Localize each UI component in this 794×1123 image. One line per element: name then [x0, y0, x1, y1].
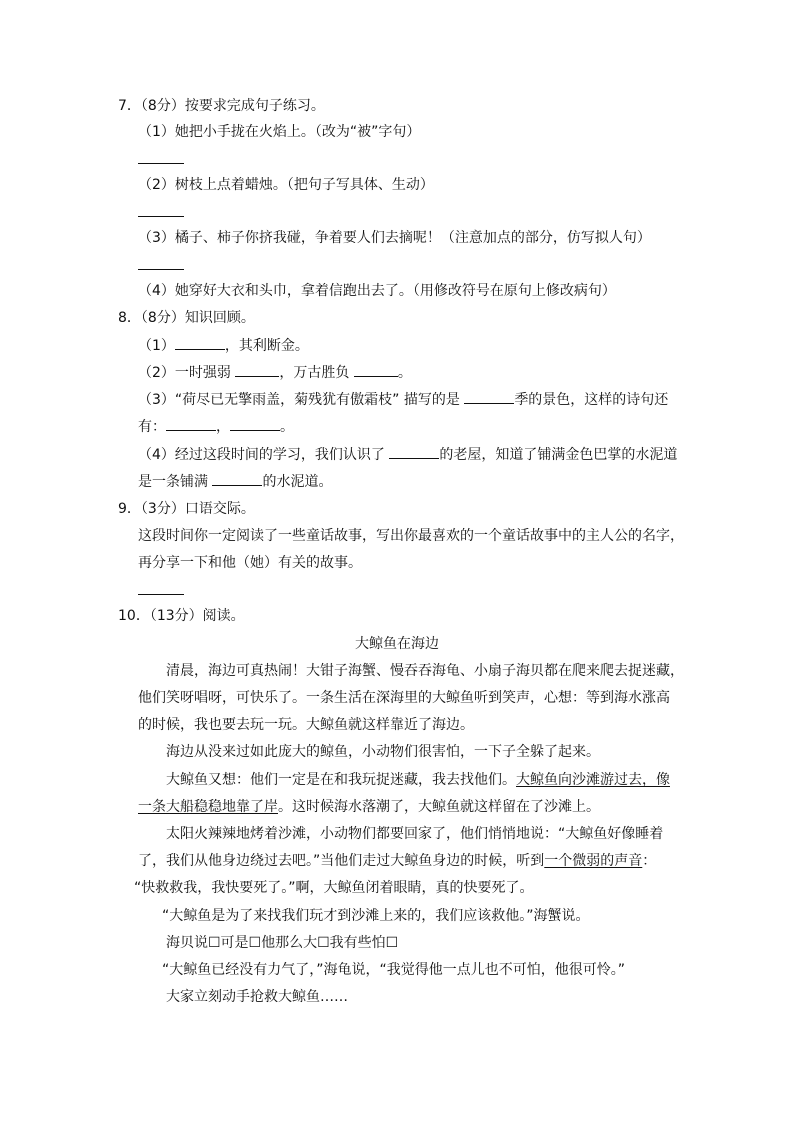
q10-heading: 10．（13分）阅读。 — [118, 608, 245, 624]
q7-sentence-1: （1）她把小手拢在火焰上。（改为“被”字句） — [138, 124, 421, 140]
passage-p4-line-1: 太阳火辣辣地烤着沙滩，小动物们都要回家了，他们悄悄地说：“大鲸鱼好像睡着 — [166, 826, 664, 842]
passage-p5: “大鲸鱼是为了来找我们玩才到沙滩上来的，我们应该救他。”海蟹说。 — [162, 908, 590, 924]
passage-p1-line-2: 他们笑呀唱呀，可快乐了。一条生活在深海里的大鲸鱼听到笑声，心想：等到海水涨高 — [138, 690, 670, 706]
q8-blank-2[interactable] — [235, 362, 279, 377]
q8-blank-6[interactable] — [230, 416, 280, 431]
q8-item-3-cont-prefix: 有： — [138, 419, 166, 435]
passage-p4-colon: ： — [642, 853, 657, 869]
passage-p2: 海边从没来过如此庞大的鲸鱼，小动物们很害怕，一下子全躲了起来。 — [166, 744, 600, 760]
q8-blank-3[interactable] — [354, 362, 398, 377]
q8-item-1 — [138, 335, 309, 356]
q8-item-1-suffix: ，其利断金。 — [224, 338, 309, 354]
passage-p3-text: 大鲸鱼又想：他们一定是在和我玩捉迷藏，我去找他们。 — [166, 772, 516, 788]
q7-answer-blank-2[interactable] — [138, 216, 184, 217]
q9-prompt-line-1: 这段时间你一定阅读了一些童话故事，写出你最喜欢的一个童话故事中的主人公的名字， — [138, 528, 684, 544]
q8-blank-4[interactable] — [464, 389, 514, 404]
q9-prompt-line-2: 再分享一下和他（她）有关的故事。 — [138, 555, 362, 571]
passage-p3-line-2 — [138, 797, 600, 817]
passage-p4-line-2 — [138, 851, 656, 871]
q7-answer-blank-1[interactable] — [138, 163, 184, 164]
q8-item-3-prefix: （3）“荷尽已无擎雨盖，菊残犹有傲霜枝” 描写的是 — [138, 392, 465, 408]
q8-item-3-cont — [138, 416, 294, 437]
passage-p3-line-1 — [166, 770, 670, 790]
q8-item-3-suffix: 季的景色，这样的诗句还 — [514, 392, 669, 408]
q8-item-2 — [138, 362, 412, 383]
q8-item-3-end: 。 — [280, 419, 294, 435]
passage-p8: 大家立刻动手抢救大鲸鱼…… — [166, 989, 348, 1005]
q8-item-2-end: 。 — [397, 365, 412, 381]
q8-blank-7[interactable] — [389, 444, 439, 459]
passage-p1-line-1: 清晨，海边可真热闹！大钳子海蟹、慢吞吞海龟、小扇子海贝都在爬来爬去捉迷藏， — [166, 663, 684, 679]
q7-heading: 7．（8分）按要求完成句子练习。 — [118, 98, 325, 114]
q8-item-3-comma: ， — [216, 419, 230, 435]
q8-item-3 — [138, 389, 668, 410]
q9-answer-blank[interactable] — [138, 594, 184, 595]
q7-answer-blank-3[interactable] — [138, 269, 184, 270]
q8-item-4-cont-suffix: 的水泥道。 — [262, 474, 333, 490]
passage-p1-line-3: 的时候，我也要去玩一玩。大鲸鱼就这样靠近了海边。 — [138, 717, 474, 733]
q8-item-1-prefix: （1） — [138, 338, 175, 354]
passage-p4-underlined: 一个微弱的声音 — [544, 853, 643, 869]
passage-p7: “大鲸鱼已经没有力气了，”海龟说，“我觉得他一点儿也不可怕，他很可怜。” — [162, 962, 626, 978]
q8-item-4-cont — [138, 471, 332, 492]
passage-p3-underlined-cont: 一条大船稳稳地靠了岸 — [138, 799, 278, 815]
q8-blank-1[interactable] — [175, 335, 225, 350]
q8-item-2-prefix: （2）一时强弱 — [138, 365, 236, 381]
passage-p4-line-3: “快救救我，我快要死了。”啊，大鲸鱼闭着眼睛，真的快要死了。 — [134, 880, 534, 896]
q8-heading: 8．（8分）知识回顾。 — [118, 310, 255, 326]
q8-item-4-prefix: （4）经过这段时间的学习，我们认识了 — [138, 447, 390, 463]
q7-sentence-4: （4）她穿好大衣和头巾，拿着信跑出去了。（用修改符号在原句上修改病句） — [138, 283, 616, 299]
q8-item-2-mid: ，万古胜负 — [279, 365, 354, 381]
q8-item-4-suffix: 的老屋，知道了铺满金色巴掌的水泥道 — [439, 447, 678, 463]
passage-p4-text: 了，我们从他身边绕过去吧。”当他们走过大鲸鱼身边的时候，听到 — [138, 853, 545, 869]
passage-p3-underlined: 大鲸鱼向沙滩游过去，像 — [516, 772, 670, 788]
q7-sentence-3: （3）橘子、柿子你挤我碰，争着要人们去摘呢！（注意加点的部分，仿写拟人句） — [138, 230, 651, 246]
q9-heading: 9．（3分）口语交际。 — [118, 501, 255, 517]
passage-title: 大鲸鱼在海边 — [355, 636, 439, 652]
q8-item-4-cont-prefix: 是一条铺满 — [138, 474, 213, 490]
q8-item-4 — [138, 444, 677, 465]
passage-p3-text-cont: 。这时候海水落潮了，大鲸鱼就这样留在了沙滩上。 — [278, 799, 600, 815]
q8-blank-8[interactable] — [212, 471, 262, 486]
passage-p6: 海贝说☐可是☐他那么大☐我有些怕☐ — [166, 935, 399, 951]
q8-blank-5[interactable] — [166, 416, 216, 431]
q7-sentence-2: （2）树枝上点着蜡烛。（把句子写具体、生动） — [138, 177, 434, 193]
